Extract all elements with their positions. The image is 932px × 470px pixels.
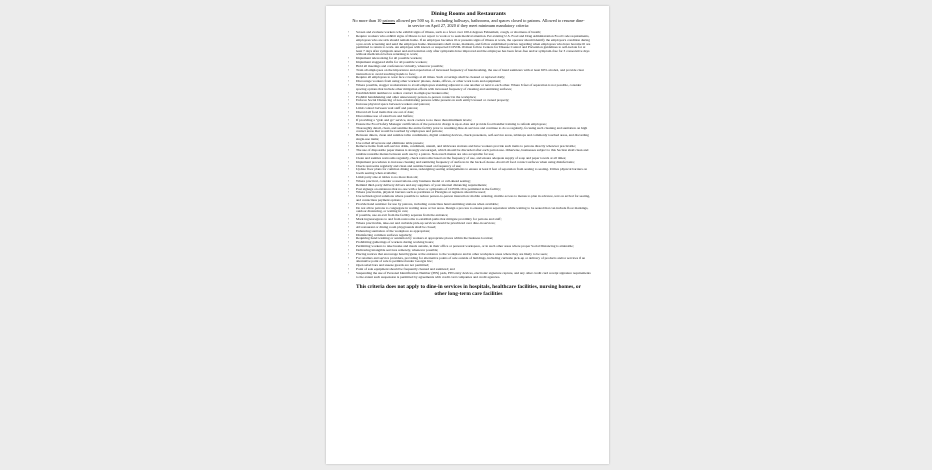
list-item: • Remind third-party delivery drivers and any suppliers of your internal distancing requirements;	[346, 184, 591, 188]
list-item: • Train all employees on the importance and expectation of increased frequency of handwashing, the use of hand sanitizers with at least 60% alcohol, and provide clear instruction to avoid touching hands to face;	[346, 69, 591, 76]
list-item: • Implement staggered shifts for all possible workers;	[346, 61, 591, 65]
list-item: • If providing a "grab and go" service, stock coolers to no more than minimum levels;	[346, 119, 591, 123]
list-item: • If possible, use an exit from the facility separate from the entrance;	[346, 214, 591, 218]
list-item: • Prohibit handshaking and other unnecessary person-to-person contact in the workplace;	[346, 96, 591, 100]
list-item: • Ensure the Food Safety Manager certification of the person in charge is up-to-date and provide food handler training to refresh employees;	[346, 123, 591, 127]
list-item: • Where possible, stagger workstations to avoid employees standing adjacent to one another or next to each other. Where 6 feet of separation is not possible, consider spacing options that include other mitigation efforts with increased frequency of cleaning and sanitizing surfaces;	[346, 84, 591, 91]
intro-text-start: No more than 10	[352, 18, 383, 24]
list-item: • Placing notices that encourage hand hygiene at the entrance to the workplace and in other workplace areas where they are likely to be seen;	[346, 253, 591, 257]
list-item: • Suspending the use of Personal Identification Number (PIN) pads, PIN entry devices, electronic signature capture, and any other credit card receipt signature requirements to the extent such suspension is permitted by agreements with credit card companies and credit agencies.	[346, 272, 591, 279]
list-item: • Disinfecting common surfaces regularly;	[346, 234, 591, 238]
list-item: • Post signage on entrances that no one with a fever or symptoms of COVID-19 is permitted in the facility;	[346, 188, 591, 192]
list-item: • Use technological solutions where possible to reduce person-to-person interaction: mobile ordering, mobile access to menus to plan in advance, text on arrival for seating, and contactless payment options;	[346, 195, 591, 202]
list-item: • Open salad bars and sneeze guards are not permitted;	[346, 264, 591, 268]
list-item: • Limit contact between wait staff and patrons;	[346, 107, 591, 111]
intro-text-end: allowed per 500 sq. ft. excluding hallways, bathrooms, and spaces closed to patrons. Allowed to resume dine-in service on April 27, 2020 if they meet minimum mandatory criteria:	[395, 18, 585, 29]
footer-note: This criteria does not apply to dine-in services in hospitals, healthcare facilities, nursing homes, or other long-term care facilities	[356, 284, 581, 297]
list-item: • Enhancing sanitation of the workplace as appropriate;	[346, 230, 591, 234]
intro-link: patrons	[382, 18, 396, 24]
list-item: • Requiring hand washing or sanitation by workers at appropriate places within the business location;	[346, 237, 591, 241]
list-item: • All restaurant or dining room playgrounds shall be closed;	[346, 226, 591, 230]
list-item: • Point of sale equipment should be frequently cleaned and sanitized; and	[346, 268, 591, 272]
criteria-list	[346, 31, 591, 279]
list-item: • Use rolled silverware and eliminate table presets;	[346, 142, 591, 146]
list-item: • Implement teleworking for all possible workers;	[346, 57, 591, 61]
list-item: • Limit party size at tables to no more than six;	[346, 176, 591, 180]
list-item: • Between diners, clean and sanitize table condiments, digital ordering devices, check presenters, self-service areas, tabletops and commonly touched areas, and discarding single-use items;	[346, 134, 591, 141]
list-item: • Where practicable, take-out and curbside pick-up services should be prioritized over dine-in services;	[346, 222, 591, 226]
list-item: • Where practicable, physical barriers such as partitions or Plexiglas at registers should be used;	[346, 191, 591, 195]
list-item: • Mark ingress/egress to and from restrooms to establish paths that mitigate proximity for patrons and staff;	[346, 218, 591, 222]
list-item: • Hold all meetings and conferences virtually, wherever possible;	[346, 65, 591, 69]
list-item: • Screen and evaluate workers who exhibit signs of illness, such as a fever over 100.4 degrees Fahrenheit, cough, or shortness of breath;	[346, 31, 591, 35]
intro-paragraph	[352, 18, 585, 28]
list-item: • Do not allow patrons to congregate in waiting areas or bar areas. Design a process to ensure patron separation while waiting to be seated that can include floor markings, outdoor distancing, or waiting in cars;	[346, 207, 591, 214]
list-item: • Update floor plans for common dining areas, redesigning seating arrangements to ensure at least 6 feet of separation from seating to seating. Utilize physical barriers on booth seating when available;	[346, 168, 591, 175]
list-item: • For retailers and service providers, providing for alternative points of sale outside of buildings, including curbside pick-up or delivery of products and/or services if an alternative point of sale is permitted under Georgia law;	[346, 257, 591, 264]
list-item: • Prohibiting gatherings of workers during working hours;	[346, 241, 591, 245]
list-item: • Thoroughly detail, clean, and sanitize the entire facility prior to resuming dine-in services and continue to do so regularly, focusing such cleaning and sanitation on high contact areas that would be touched by employees and patrons;	[346, 127, 591, 134]
list-item: • Delivering intangible services remotely, whenever possible;	[346, 249, 591, 253]
list-item: • Clean and sanitize restrooms regularly, check restrooms based on the frequency of use, and ensure adequate supply of soap and paper towels at all times;	[346, 157, 591, 161]
list-item: • Remove items from self-service drink, condiment, utensil, and tableware stations and have workers provide such items to patrons directly wherever practicable;	[346, 145, 591, 149]
list-item: • Provide hand sanitizer for use by patrons, including contactless hand sanitizing stations when available;	[346, 203, 591, 207]
list-item: • Discard all food items that are out of date;	[346, 111, 591, 115]
document-page	[326, 6, 609, 464]
list-item: • The use of disposable paper menus is strongly encouraged, which should be discarded after each patron use. Otherwise, businesses subject to this Section shall clean and sanitize reusable menus between each use by a patron. Non-touch menus are also acceptable for use;	[346, 149, 591, 156]
list-item: • Require workers who exhibit signs of illness to not report to work or to seek medical attention. Per existing U.S. Food and Drug Administration Food Code requirements, employees who are sick should remain home. If an employee becomes ill or presents signs of illness at work, the operator should identify the employee's condition during a pre-work screening and send the employee home. Restaurants shall create, maintain, and follow established policies regarding when employees who have become ill are permitted to return to work. An employee with known or suspected COVID-19 must follow Centers for Disease Control and Prevention guidelines to self-isolate for at least 7 days after symptom onset and end isolation only after symptoms have improved and the employee has been fever-free and/or symptom-free for 3 consecutive days without medication before returning to work;	[346, 35, 591, 57]
list-item: • Implement procedures to increase cleaning and sanitizing frequency of surfaces in the back-of-house. Avoid all food contact surfaces when using disinfectants;	[346, 161, 591, 165]
list-item: • Permitting workers to take breaks and meals outside, in their office or personal workspace, or in such other areas where proper Social Distancing is attainable;	[346, 245, 591, 249]
list-item: • Enforce Social Distancing of non-cohabitating persons while present on such entity's leased or owned property;	[346, 99, 591, 103]
list-item: • Discontinue use of salad bars and buffets;	[346, 115, 591, 119]
list-item: • Establish limit numbers to reduce contact in employee breakrooms;	[346, 92, 591, 96]
list-item: • Where practical, consider a reservations-only business model or call-ahead seating;	[346, 180, 591, 184]
document-title: Dining Rooms and Restaurants	[431, 11, 506, 17]
list-item: • Increase physical space between workers and patrons;	[346, 103, 591, 107]
list-item: • Require all employees to wear face coverings at all times. Such coverings shall be cleaned or replaced daily;	[346, 76, 591, 80]
list-item: • Discourage workers from using other workers' phones, desks, offices, or other work tools and equipment;	[346, 80, 591, 84]
list-item: • Check restrooms regularly and clean and sanitize based on frequency of use;	[346, 165, 591, 169]
